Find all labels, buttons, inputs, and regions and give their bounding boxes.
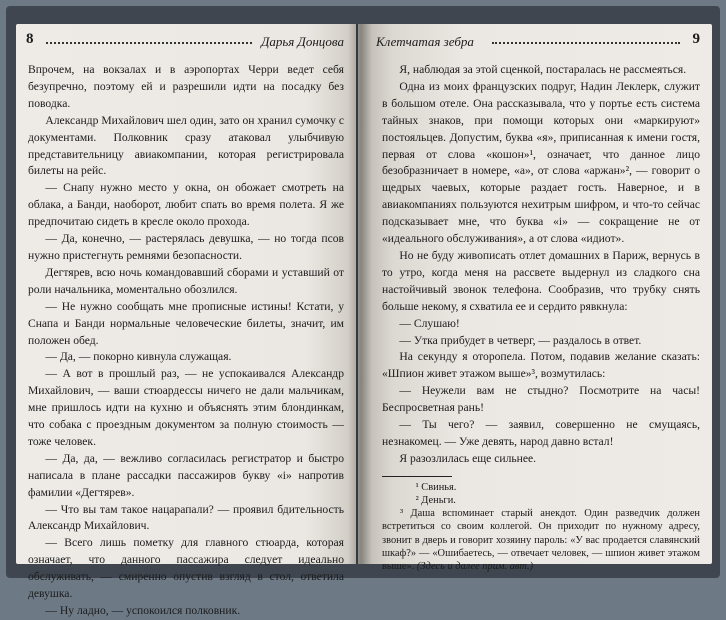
paragraph: — Не нужно сообщать мне прописные истины! Кстати, у Снапа и Банди нормальные человеческие билеты, значит, им положен обед. bbox=[28, 299, 344, 347]
header-dotted-rule bbox=[492, 42, 680, 44]
left-page-body bbox=[28, 62, 344, 620]
paragraph: — А вот в прошлый раз, — не успокаивался Александр Михайлович, — ваши стюардессы ничего не дали мальчикам, мне пришлось идти на кухню и объяснять этим блондинкам, что собака с проездным документом за полную стоимость — тоже человек. bbox=[28, 367, 344, 448]
paragraph: — Ты чего? — заявил, совершенно не смущаясь, незнакомец. — Уже девять, народ давно встал! bbox=[382, 418, 700, 448]
left-page-header bbox=[26, 31, 344, 52]
header-dotted-rule bbox=[46, 42, 252, 44]
left-page bbox=[16, 24, 356, 617]
paragraph: — Всего лишь пометку для главного стюарда, которая означает, что данного пассажира следует идеально обслуживать, — смиренно опустив взгляд в стол, ответила девушка. bbox=[28, 536, 344, 601]
paragraph: — Неужели вам не стыдно? Посмотрите на часы! Беспросветная рань! bbox=[382, 384, 700, 415]
footnote-1: ¹ Свинья. bbox=[415, 481, 457, 493]
footnote-3-text: ³ Даша вспоминает старый анекдот. Один разведчик должен встретиться со своим коллегой. Он приходит по нужному адресу, звонит в дверь и говорит хозяину пароль: «У вас продается славянский шкаф?» — «Ошибаетесь, — отвечает человек, — шпион живет этажом выше». bbox=[382, 508, 700, 572]
paragraph: — Да, — покорно кивнула служащая. bbox=[45, 350, 232, 364]
footnote-rule bbox=[382, 476, 452, 477]
footnote-2: ² Деньги. bbox=[415, 494, 456, 506]
running-title-author: Дарья Донцова bbox=[261, 34, 344, 49]
right-page bbox=[358, 24, 712, 572]
paragraph: — Да, да, — вежливо согласилась регистратор и быстро написала в плане рассадки пассажиров букву «i» напротив фамилии «Дегтярев». bbox=[28, 451, 344, 499]
right-page-body bbox=[382, 62, 700, 573]
running-title-book: Клетчатая зебра bbox=[376, 34, 474, 49]
paragraph: Но не буду живописать отлет домашних в Париж, вернусь в то утро, когда меня на рассвете выдернул из сладкого сна настойчивый звонок телефона. Сообразив, что трубку снять больше некому, я схватила ее и сердито рявкнула: bbox=[382, 248, 700, 313]
paragraph: — Что вы там такое нацарапали? — проявил бдительность Александр Михайлович. bbox=[28, 502, 344, 533]
paragraph: — Да, конечно, — растерялась девушка, — но тогда псов нужно пристегнуть ремнями безопасности. bbox=[28, 232, 344, 262]
footnote-3 bbox=[382, 507, 700, 573]
paragraph: Я, наблюдая за этой сценкой, постаралась не рассмеяться. bbox=[399, 63, 687, 76]
page-number: 8 bbox=[26, 31, 34, 47]
paragraph: — Утка прибудет в четверг, — раздалось в ответ. bbox=[399, 333, 642, 347]
paragraph: — Снапу нужно место у окна, он обожает смотреть на облака, а Банди, наоборот, любит спать во время полета. Я же предпочитаю сидеть в кресле около прохода. bbox=[28, 181, 344, 229]
right-paragraphs bbox=[382, 62, 700, 468]
paragraph: Я разозлилась еще сильнее. bbox=[399, 451, 537, 465]
paragraph: Дегтярев, всю ночь командовавший сборами и уставший от роли начальника, моментально обозлился. bbox=[28, 265, 344, 296]
paragraph: На секунду я оторопела. Потом, подавив желание сказать: «Шпион живет этажом выше»³, возмутилась: bbox=[382, 350, 700, 381]
right-page-header bbox=[376, 31, 700, 52]
paragraph: Одна из моих французских подруг, Надин Леклерк, служит в большом отеле. Она рассказывала, что у портье есть система тайных знаков, при помощи которых они «маркируют» постояльцев. Допустим, буква «я», приписанная к имени гостя, первая от слова «кошон»¹, означает, что данное лицо безобразничает в номере, «а», от слова «аржан»², — говорит о щедрых чаевых, которые раздает гость. Наверное, и в авиакомпаниях пользуются нехитрым шифром, и что-то сейчас подсказывает мне, что буква «i» — сокращение не от «идеального обслуживания», а от слова «идиот». bbox=[382, 79, 700, 246]
paragraph: — Слушаю! bbox=[399, 316, 460, 330]
open-book bbox=[6, 6, 720, 617]
paragraph: — Ну ладно, — успокоился полковник. bbox=[45, 604, 241, 617]
footnotes bbox=[382, 481, 700, 573]
footnote-3-note: (Здесь и далее прим. авт.) bbox=[416, 560, 534, 572]
paragraph: Александр Михайлович шел один, зато он хранил сумочку с документами. Полковник сразу атаковал улыбчивую представительницу авиакомпании, которая регистрировала билеты на рейс. bbox=[28, 113, 344, 178]
paragraph: Впрочем, на вокзалах и в аэропортах Черри ведет себя безупречно, поэтому ей и разрешили идти на посадку без поводка. bbox=[28, 63, 344, 110]
page-number: 9 bbox=[692, 31, 700, 47]
